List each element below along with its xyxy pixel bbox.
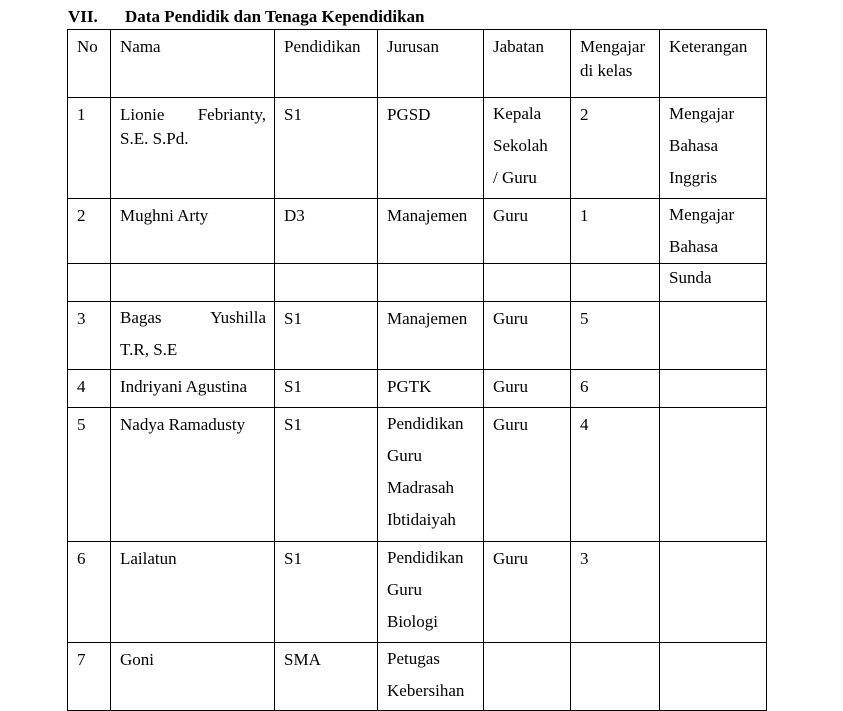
cell-jabatan <box>484 643 571 711</box>
section-heading <box>68 6 425 28</box>
cell-nama <box>111 302 275 370</box>
jurusan-line: Madrasah <box>387 478 455 497</box>
cell-kelas: 6 <box>571 370 660 408</box>
cell-jurusan <box>378 408 484 542</box>
cell-nama: Goni <box>111 643 275 711</box>
cell-jurusan: PGSD <box>378 98 484 199</box>
jurusan-line: Pendidikan <box>387 414 464 433</box>
cell-kelas: 4 <box>571 408 660 542</box>
table-header-row <box>68 30 767 98</box>
cell-pendidikan: SMA <box>275 643 378 711</box>
cell-empty <box>68 264 111 302</box>
cell-pendidikan: S1 <box>275 302 378 370</box>
keterangan-line: Mengajar <box>669 104 735 123</box>
cell-no: 4 <box>68 370 111 408</box>
cell-keterangan <box>660 542 767 643</box>
section-title: Data Pendidik dan Tenaga Kependidikan <box>125 7 425 26</box>
table-row-continuation <box>68 264 767 302</box>
cell-keterangan <box>660 408 767 542</box>
jurusan-line: Kebersihan <box>387 681 465 700</box>
jurusan-line: Guru <box>387 580 422 599</box>
jabatan-line: / Guru <box>493 168 537 187</box>
cell-no: 6 <box>68 542 111 643</box>
cell-empty <box>378 264 484 302</box>
cell-nama: Indriyani Agustina <box>111 370 275 408</box>
cell-kelas: 5 <box>571 302 660 370</box>
cell-jabatan: Guru <box>484 542 571 643</box>
table-row <box>68 408 767 542</box>
column-header-no: No <box>68 30 111 98</box>
column-header-jurusan: Jurusan <box>378 30 484 98</box>
cell-nama: Mughni Arty <box>111 199 275 264</box>
cell-keterangan <box>660 302 767 370</box>
cell-keterangan <box>660 643 767 711</box>
cell-keterangan <box>660 370 767 408</box>
jurusan-line: Petugas <box>387 649 440 668</box>
table-row <box>68 643 767 711</box>
nama-line: T.R, S.E <box>120 340 178 359</box>
jurusan-line: Pendidikan <box>387 548 464 567</box>
table-row <box>68 302 767 370</box>
cell-empty <box>571 264 660 302</box>
jurusan-line: Guru <box>387 446 422 465</box>
cell-nama <box>111 98 275 199</box>
jurusan-line: Ibtidaiyah <box>387 510 456 529</box>
nama-line: S.E. S.Pd. <box>120 129 189 148</box>
cell-kelas: 1 <box>571 199 660 264</box>
cell-empty <box>111 264 275 302</box>
keterangan-line: Sunda <box>669 268 712 287</box>
cell-pendidikan: S1 <box>275 98 378 199</box>
cell-jurusan <box>378 542 484 643</box>
jabatan-line: Kepala <box>493 104 542 123</box>
keterangan-line: Bahasa <box>669 136 719 155</box>
column-header-keterangan: Keterangan <box>660 30 767 98</box>
cell-pendidikan: S1 <box>275 370 378 408</box>
jabatan-line: Sekolah <box>493 136 548 155</box>
cell-keterangan <box>660 199 767 264</box>
column-header-pendidikan: Pendidikan <box>275 30 378 98</box>
jurusan-line: Biologi <box>387 612 439 631</box>
cell-kelas: 3 <box>571 542 660 643</box>
cell-jurusan <box>378 643 484 711</box>
cell-nama: Nadya Ramadusty <box>111 408 275 542</box>
section-number: VII. <box>68 7 98 26</box>
cell-pendidikan: S1 <box>275 542 378 643</box>
cell-keterangan <box>660 98 767 199</box>
cell-kelas <box>571 643 660 711</box>
cell-jabatan: Guru <box>484 370 571 408</box>
cell-jabatan: Guru <box>484 408 571 542</box>
cell-jurusan: Manajemen <box>378 302 484 370</box>
cell-no: 1 <box>68 98 111 199</box>
cell-no: 7 <box>68 643 111 711</box>
cell-jurusan: Manajemen <box>378 199 484 264</box>
cell-pendidikan: S1 <box>275 408 378 542</box>
cell-no: 2 <box>68 199 111 264</box>
cell-jurusan: PGTK <box>378 370 484 408</box>
table-row <box>68 98 767 199</box>
table-row <box>68 199 767 264</box>
keterangan-line: Mengajar <box>669 205 735 224</box>
nama-line: Lionie Febrianty, <box>120 105 266 124</box>
cell-keterangan <box>660 264 767 302</box>
column-header-nama: Nama <box>111 30 275 98</box>
cell-jabatan: Guru <box>484 302 571 370</box>
keterangan-line: Bahasa <box>669 237 719 256</box>
cell-kelas: 2 <box>571 98 660 199</box>
column-header-mengajar: Mengajar di kelas <box>571 30 660 98</box>
cell-no: 5 <box>68 408 111 542</box>
cell-pendidikan: D3 <box>275 199 378 264</box>
cell-no: 3 <box>68 302 111 370</box>
cell-nama: Lailatun <box>111 542 275 643</box>
cell-empty <box>484 264 571 302</box>
cell-empty <box>275 264 378 302</box>
column-header-jabatan: Jabatan <box>484 30 571 98</box>
table-row <box>68 370 767 408</box>
cell-jabatan <box>484 98 571 199</box>
staff-table <box>67 29 767 711</box>
nama-line: Bagas Yushilla <box>120 308 266 327</box>
table-row <box>68 542 767 643</box>
keterangan-line: Inggris <box>669 168 718 187</box>
cell-jabatan: Guru <box>484 199 571 264</box>
